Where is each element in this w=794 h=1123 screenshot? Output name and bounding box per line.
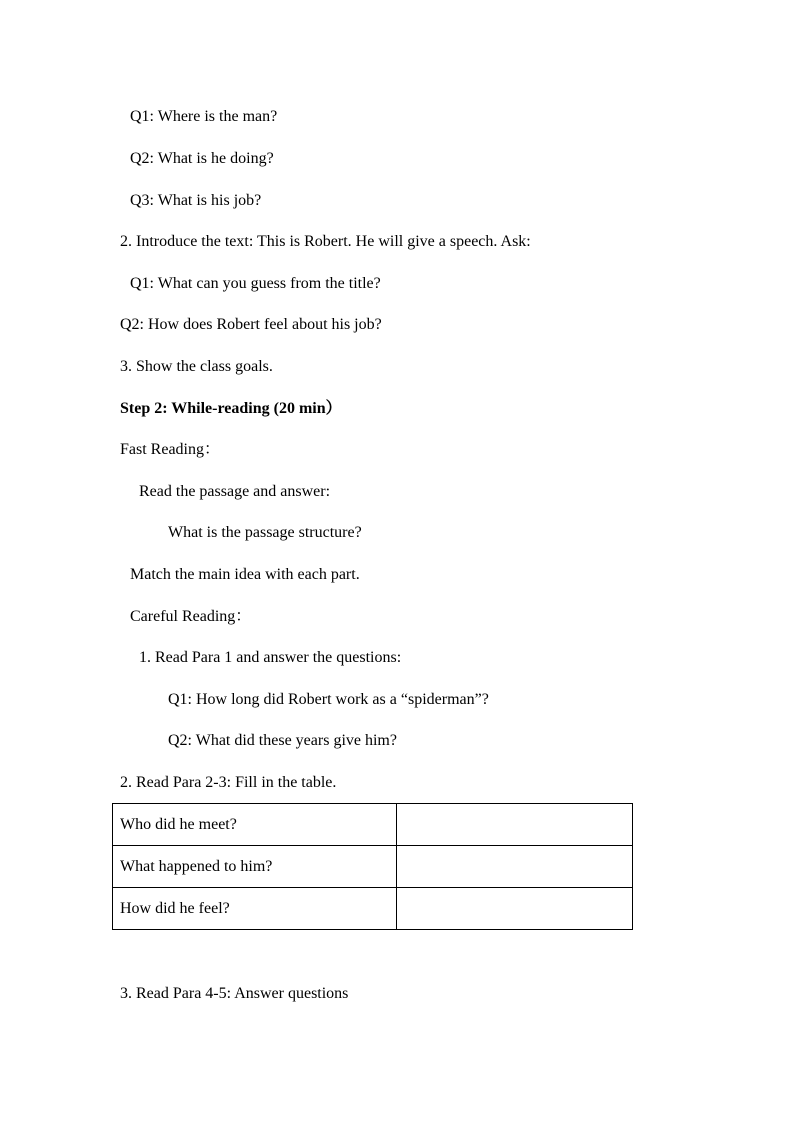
fast-reading-label: Fast Reading： bbox=[120, 441, 220, 458]
question-how-long-spiderman: Q1: How long did Robert work as a “spiderman”? bbox=[168, 691, 489, 708]
instruction-match-main-idea: Match the main idea with each part. bbox=[130, 566, 360, 583]
careful-reading-label: Careful Reading： bbox=[130, 608, 252, 625]
question-what-is-his-job: Q3: What is his job? bbox=[130, 192, 262, 209]
table-cell-answer[interactable] bbox=[397, 846, 633, 888]
table-cell-answer[interactable] bbox=[397, 804, 633, 846]
table-cell-question: How did he feel? bbox=[113, 888, 397, 930]
table-cell-answer[interactable] bbox=[397, 888, 633, 930]
table-row bbox=[113, 804, 633, 846]
instruction-read-passage: Read the passage and answer: bbox=[139, 483, 331, 500]
table-row bbox=[113, 846, 633, 888]
instruction-introduce-text: 2. Introduce the text: This is Robert. He will give a speech. Ask: bbox=[120, 233, 531, 250]
question-what-years-give: Q2: What did these years give him? bbox=[168, 732, 397, 749]
table-cell-question: What happened to him? bbox=[113, 846, 397, 888]
instruction-read-para-2-3: 2. Read Para 2-3: Fill in the table. bbox=[120, 774, 337, 791]
instruction-read-para-4-5: 3. Read Para 4-5: Answer questions bbox=[120, 985, 349, 1002]
fill-in-table bbox=[112, 803, 633, 930]
instruction-read-para-1: 1. Read Para 1 and answer the questions: bbox=[139, 649, 402, 666]
instruction-class-goals: 3. Show the class goals. bbox=[120, 358, 273, 375]
question-guess-from-title: Q1: What can you guess from the title? bbox=[130, 275, 381, 292]
question-where-is-man: Q1: Where is the man? bbox=[130, 108, 278, 125]
table-cell-question: Who did he meet? bbox=[113, 804, 397, 846]
question-passage-structure: What is the passage structure? bbox=[168, 524, 362, 541]
question-what-is-he-doing: Q2: What is he doing? bbox=[130, 150, 274, 167]
step-2-heading: Step 2: While-reading (20 min） bbox=[120, 400, 342, 417]
table-row bbox=[113, 888, 633, 930]
question-robert-feel: Q2: How does Robert feel about his job? bbox=[120, 316, 382, 333]
